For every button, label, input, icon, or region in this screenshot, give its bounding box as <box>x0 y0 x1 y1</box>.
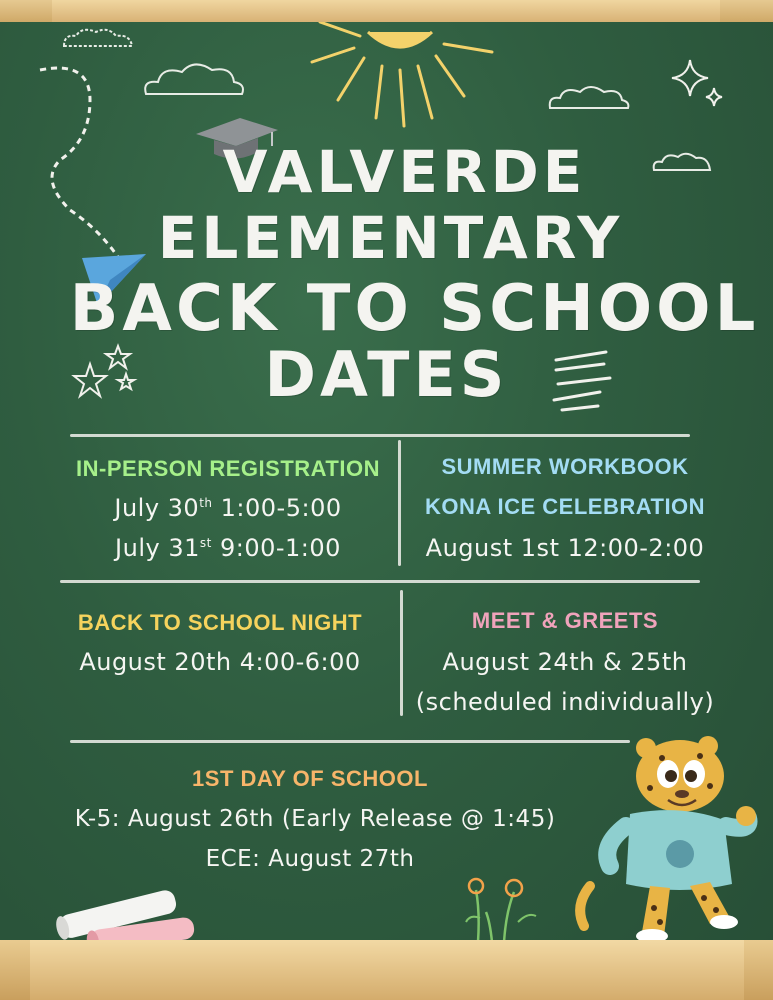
jaguar-mascot-icon <box>570 736 760 946</box>
meet-greets-heading: MEET & GREETS <box>471 608 659 633</box>
cloud-icon <box>60 26 140 50</box>
registration-date-2: July 31st 9:00-1:00 <box>115 534 341 562</box>
divider-vertical-2 <box>400 590 403 716</box>
school-night-heading: BACK TO SCHOOL NIGHT <box>77 610 363 635</box>
sun-icon <box>300 22 500 132</box>
kona-ice-heading: KONA ICE CELEBRATION <box>424 494 706 519</box>
cloud-icon <box>546 80 632 114</box>
registration-date-1: July 30th 1:00-5:00 <box>114 494 342 522</box>
title-line-2: ELEMENTARY <box>157 204 624 272</box>
first-day-k5: K-5: August 26th (Early Release @ 1:45) <box>74 806 556 832</box>
meet-greets-note: (scheduled individually) <box>415 688 715 716</box>
divider-bottom <box>70 740 630 743</box>
cloud-icon <box>140 58 250 100</box>
flower-icon <box>456 872 546 944</box>
first-day-heading: 1ST DAY OF SCHOOL <box>192 766 428 791</box>
wood-frame-top <box>0 0 773 22</box>
divider-top <box>70 434 690 437</box>
registration-heading: IN-PERSON REGISTRATION <box>76 456 380 481</box>
workbook-heading: SUMMER WORKBOOK <box>441 454 689 479</box>
divider-middle <box>60 580 700 583</box>
wood-frame-bottom <box>0 940 773 1000</box>
sparkle-icon <box>668 56 732 112</box>
divider-vertical-1 <box>398 440 401 566</box>
title-line-4: DATES <box>264 338 509 411</box>
title-line-1: VALVERDE <box>222 138 587 206</box>
school-night-date: August 20th 4:00-6:00 <box>79 648 361 676</box>
meet-greets-date: August 24th & 25th <box>442 648 688 676</box>
title-line-3: BACK TO SCHOOL <box>69 272 760 346</box>
first-day-ece: ECE: August 27th <box>205 846 415 872</box>
workbook-date: August 1st 12:00-2:00 <box>425 534 705 562</box>
